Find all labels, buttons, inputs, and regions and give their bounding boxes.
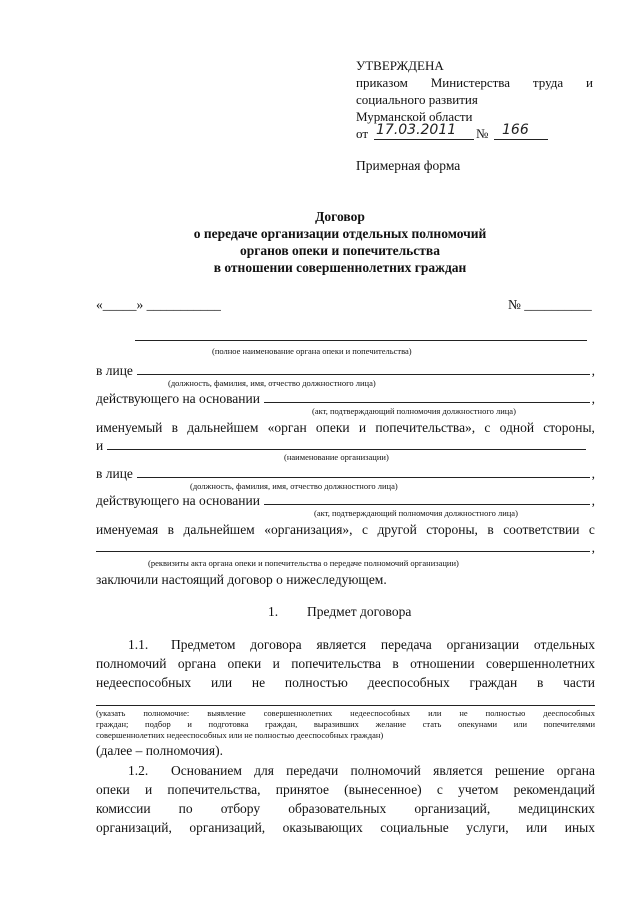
- word: с: [361, 522, 368, 537]
- requisites-row: [96, 539, 595, 556]
- title-line-4: в отношении совершеннолетних граждан: [213, 260, 467, 275]
- contract-number: № __________: [508, 297, 592, 312]
- para-1-2-line-4: организаций, организаций, оказывающих социальные услуги, или иных: [96, 820, 595, 835]
- word: Министерства: [430, 75, 511, 90]
- label-in-person: в лице: [96, 466, 133, 481]
- word: одной: [499, 420, 535, 435]
- section-1-number: 1.: [268, 604, 279, 619]
- caption-official-position: (должность, фамилия, имя, отчество должностного лица): [168, 378, 376, 388]
- authority-person-field: [137, 374, 590, 375]
- word: дееспособных: [543, 708, 595, 718]
- para-1-1-line-1: Предметом договора является передача организации отдельных: [171, 637, 595, 652]
- authority-basis-field: [264, 402, 590, 403]
- caption-org-act: (акт, подтверждающий полномочия должностного лица): [314, 508, 518, 518]
- word: дальнейшем: [187, 420, 259, 435]
- title-line-1: Договор: [315, 209, 365, 224]
- word: или: [210, 675, 233, 690]
- word: именуемая: [96, 522, 159, 537]
- form-label: Примерная форма: [356, 158, 461, 173]
- comma: ,: [591, 391, 595, 406]
- word: дееспособных: [367, 675, 450, 690]
- word: полномочие:: [143, 708, 190, 718]
- concluded-line: заключили настоящий договор о нижеследующем.: [96, 572, 387, 587]
- word: организаций,: [414, 801, 491, 816]
- requisites-field: [96, 551, 590, 552]
- authority-basis-row: [96, 390, 595, 407]
- word: граждан: [469, 675, 518, 690]
- label-acting-on: действующего на основании: [96, 493, 260, 508]
- word: стороны,: [426, 522, 478, 537]
- comma: ,: [591, 540, 595, 555]
- footnote-line-2: граждан; подбор и подготовка граждан, выразивших желание стать опекунами или попечителями: [96, 719, 595, 729]
- caption-authority-name: (полное наименование органа опеки и попечительства): [212, 346, 412, 356]
- org-name-field: [107, 449, 586, 450]
- label-and: и: [96, 438, 104, 453]
- word: стороны,: [543, 420, 595, 435]
- comma: ,: [591, 466, 595, 481]
- approval-line-3: Мурманской области: [356, 109, 473, 124]
- named-org-line: [96, 521, 595, 538]
- approval-line-2: социального развития: [356, 92, 478, 107]
- word: полностью: [485, 708, 526, 718]
- named-authority-line: [96, 419, 595, 436]
- word: комиссии: [96, 801, 151, 816]
- para-1-1-number: 1.1.: [128, 637, 149, 652]
- approval-date-line: [356, 124, 548, 142]
- word: не: [459, 708, 468, 718]
- org-person-field: [137, 477, 590, 478]
- word: опеки: [315, 420, 350, 435]
- footnote-line-1: [96, 708, 595, 718]
- caption-org-name: (наименование организации): [284, 452, 389, 462]
- word: в: [167, 522, 175, 537]
- para-1-1-fill-line: [96, 705, 595, 706]
- word: труда: [532, 75, 564, 90]
- para-1-1-line-3: [96, 674, 595, 691]
- para-1-2-number: 1.2.: [128, 763, 149, 778]
- word: недееспособных: [350, 708, 411, 718]
- handwritten-number: 166: [502, 122, 529, 138]
- comma: ,: [591, 363, 595, 378]
- word: медицинских: [518, 801, 595, 816]
- para-1-2-line-2: опеки и попечительства, принятое (вынесенное) с учетом рекомендаций: [96, 782, 595, 797]
- approval-line-1: [356, 75, 593, 91]
- word: с: [588, 522, 595, 537]
- handwritten-date: 17.03.2011: [376, 122, 457, 138]
- approval-heading: УТВЕРЖДЕНА: [356, 58, 444, 73]
- word: другой: [377, 522, 417, 537]
- label-in-person: в лице: [96, 363, 133, 378]
- word: в: [487, 522, 494, 537]
- label-acting-on: действующего на основании: [96, 391, 260, 406]
- word: отбору: [220, 801, 261, 816]
- section-1-title: Предмет договора: [307, 604, 412, 619]
- org-basis-field: [264, 504, 590, 505]
- org-person-row: [96, 465, 595, 482]
- word: с: [484, 420, 491, 435]
- word: попечительства»,: [375, 420, 476, 435]
- caption-org-position: (должность, фамилия, имя, отчество должностного лица): [190, 481, 398, 491]
- word: именуемый: [96, 420, 163, 435]
- date-underline: [374, 139, 474, 140]
- para-1-2-line-1: Основанием для передачи полномочий является решение органа: [171, 763, 595, 778]
- word: дальнейшем: [183, 522, 255, 537]
- caption-requisites: (реквизиты акта органа опеки и попечительства о передаче полномочий организации): [148, 558, 459, 568]
- word: и: [358, 420, 367, 435]
- word: в: [171, 420, 178, 435]
- word: по: [178, 801, 193, 816]
- after-footnote: (далее – полномочия).: [96, 743, 223, 758]
- word: недееспособных: [96, 675, 192, 690]
- caption-official-act: (акт, подтверждающий полномочия должностного лица): [312, 406, 516, 416]
- word: и: [586, 75, 593, 90]
- word: не: [251, 675, 266, 690]
- footnote-line-3: совершеннолетних недееспособных или не полностью дееспособных граждан): [96, 730, 384, 740]
- authority-name-field: [135, 340, 587, 341]
- para-1-2-line-3: [96, 800, 595, 817]
- word: части: [563, 675, 595, 690]
- word: приказом: [356, 75, 408, 90]
- word: выявление: [207, 708, 246, 718]
- word: в: [536, 675, 544, 690]
- date-prefix: от: [356, 126, 369, 141]
- para-1-1-line-2: полномочий органа опеки и попечительства в отношении совершеннолетних: [96, 656, 595, 671]
- title-line-3: органов опеки и попечительства: [240, 243, 440, 258]
- word: или: [428, 708, 442, 718]
- word: (указать: [96, 708, 126, 718]
- comma: ,: [591, 493, 595, 508]
- number-sign: №: [476, 126, 489, 141]
- word: соответствии: [503, 522, 580, 537]
- number-underline: [494, 139, 548, 140]
- org-basis-row: [96, 492, 595, 509]
- word: образовательных: [288, 801, 387, 816]
- title-line-2: о передаче организации отдельных полномочий: [193, 226, 487, 241]
- word: совершеннолетних: [263, 708, 333, 718]
- word: полностью: [284, 675, 348, 690]
- word: «организация»,: [264, 522, 353, 537]
- contract-date: «_____» ___________: [96, 297, 221, 312]
- authority-person-row: [96, 362, 595, 379]
- word: «орган: [267, 420, 307, 435]
